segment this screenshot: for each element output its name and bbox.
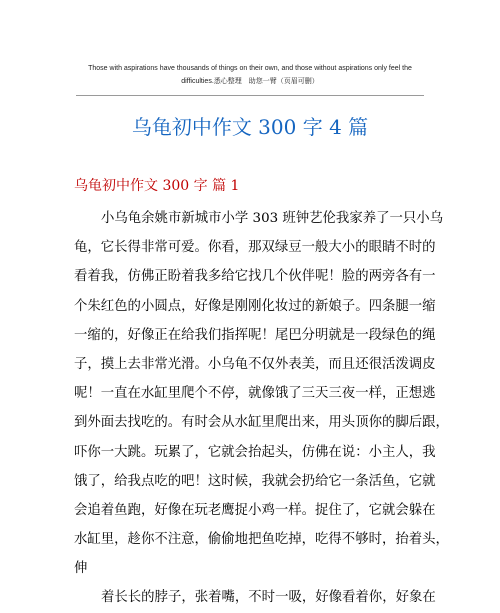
body-line: 会追着鱼跑，好像在玩老鹰捉小鸡一样。捉住了，它就会躲在	[74, 502, 436, 518]
body-line: 到外面去找吃的。有时会从水缸里爬出来，用头顶你的脚后跟，	[74, 415, 449, 431]
body-line: 饿了，给我点吃的吧！这时候，我就会扔给它一条活鱼，它就	[74, 473, 436, 489]
section-heading: 乌龟初中作文 300 字 篇 1	[74, 178, 240, 194]
body-line: 呢！一直在水缸里爬个不停，就像饿了三天三夜一样，正想逃	[74, 386, 436, 402]
body-line: 一缩的，好像正在给我们指挥呢！尾巴分明就是一段绿色的绳	[74, 327, 436, 343]
header-divider	[76, 95, 424, 96]
body-line: 着长长的脖子，张着嘴，不时一吸，好像看着你，好象在	[101, 590, 436, 606]
document-title: 乌龟初中作文 300 字 4 篇	[131, 115, 369, 139]
header-english-line-2-text: difficulties.	[181, 78, 214, 85]
body-line: 吓你一大跳。玩累了，它就会抬起头，仿佛在说：小主人，我	[74, 444, 436, 460]
body-line: 龟，它长得非常可爱。你看，那双绿豆一般大小的眼睛不时的	[74, 240, 436, 256]
body-paragraph	[74, 204, 449, 613]
body-line: 看着我，仿佛正盼着我多给它找几个伙伴呢！脸的两旁各有一	[74, 269, 436, 285]
header-english-line-2	[70, 75, 430, 88]
body-line: 伸	[74, 561, 88, 577]
body-line: 子，摸上去非常光滑。小乌龟不仅外表美，而且还很活泼调皮	[74, 356, 436, 372]
body-line: 小乌龟余姚市新城市小学 303 班钟艺伦我家养了一只小乌	[101, 211, 444, 226]
body-line: 个朱红色的小圆点，好像是刚刚化妆过的新娘子。四条腿一缩	[74, 298, 436, 314]
header-chinese-note: 悉心整理 助您一臂（页眉可删）	[213, 77, 319, 85]
body-line: 水缸里，趁你不注意，偷偷地把鱼吃掉，吃得不够时，抬着头，	[74, 532, 449, 548]
page-header	[70, 62, 430, 88]
header-english-line-1: Those with aspirations have thousands of things on their own, and those without aspirations only feel the	[88, 65, 412, 72]
